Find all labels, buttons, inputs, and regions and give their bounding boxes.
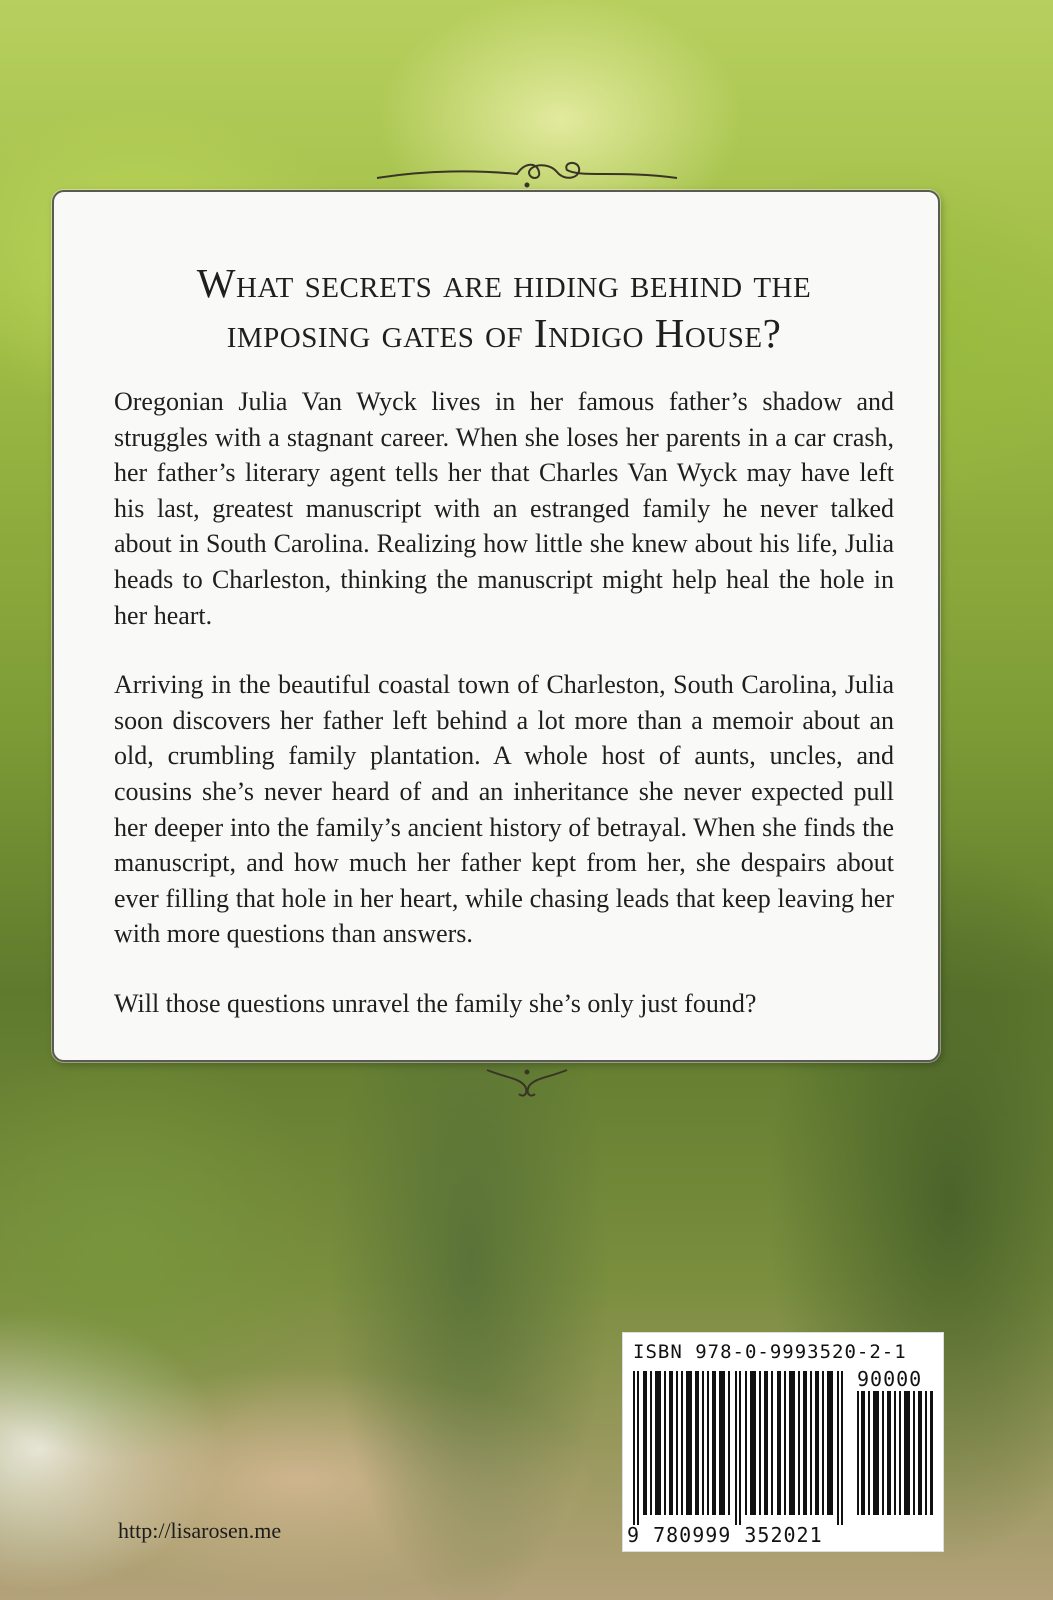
isbn-barcode	[622, 1332, 944, 1552]
headline	[114, 258, 894, 358]
ean-barcode-bars	[631, 1371, 849, 1525]
blurb-paragraph-2: Arriving in the beautiful coastal town of Charleston, South Carolina, Julia soon discovers her father left behind a lot more than a memoir about an old, crumbling family plantation. A whole host of aunts, uncles, and cousins she’s never heard of and an inheritance she never expected pull her deeper into the family’s ancient history of betrayal. When she finds the manuscript, and how much her father kept from her, she despairs about ever filling that hole in her heart, while chasing leads that keep leaving her with more questions than answers.	[114, 670, 894, 949]
blurb-paragraph-1: Oregonian Julia Van Wyck lives in her famous father’s shadow and struggles with a stagnant career. When she loses her parents in a car crash, her father’s literary agent tells her that Charles Van Wyck may have left his last, greatest manuscript with an estranged family he never talked about in South Carolina. Realizing how little she knew about his life, Julia heads to Charleston, thinking the manuscript might help heal the hole in her heart.	[114, 387, 894, 630]
bottom-flourish-ornament	[0, 1064, 1053, 1104]
headline-line-2: imposing gates of Indigo House?	[226, 310, 782, 356]
isbn-text: ISBN 978-0-9993520-2-1	[633, 1341, 907, 1363]
top-flourish-ornament	[0, 152, 1053, 192]
price-addon-number: 90000	[857, 1367, 923, 1391]
headline-line-1: What secrets are hiding behind the	[196, 260, 812, 306]
blurb-paragraph-3: Will those questions unravel the family she’s only just found?	[114, 988, 757, 1018]
ean-number: 9 780999 352021	[627, 1523, 823, 1547]
price-addon-bars	[855, 1391, 935, 1515]
blurb-panel	[52, 190, 940, 1062]
author-website-link[interactable]: http://lisarosen.me	[118, 1518, 282, 1543]
